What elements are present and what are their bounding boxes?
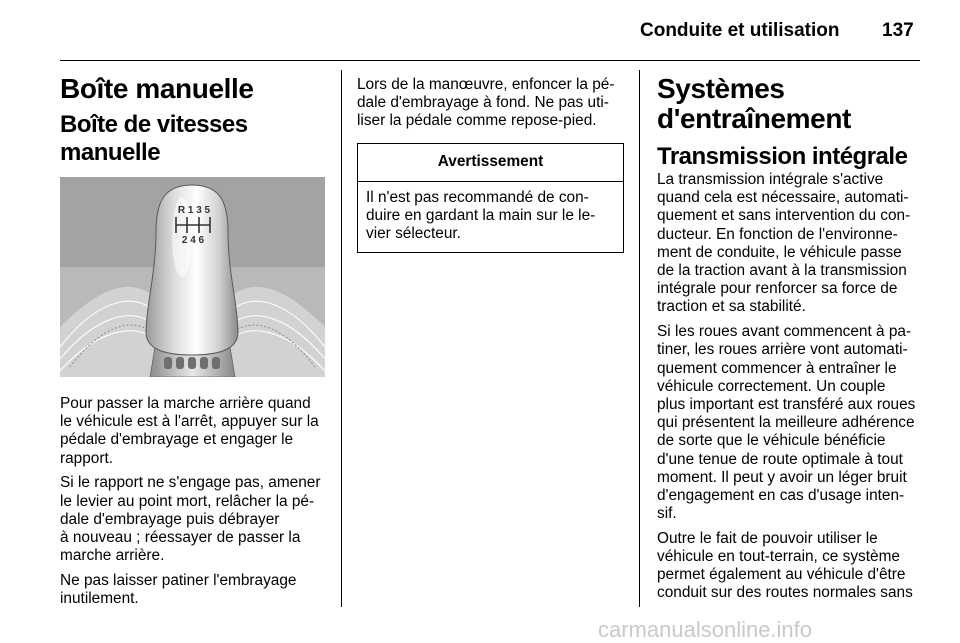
text-line: quand cela est nécessaire, automati-	[657, 189, 909, 207]
text-line: liser la pédale comme repose-pied.	[357, 112, 597, 130]
text-line: sif.	[657, 505, 677, 523]
section-heading	[657, 74, 927, 134]
paragraph	[657, 530, 927, 603]
page-number: 137	[882, 20, 914, 41]
text-line: qui présentent la meilleure adhérence	[657, 414, 915, 432]
text-line: plus important est transféré aux roues	[657, 395, 916, 413]
text-line: de la traction avant à la transmission	[657, 262, 907, 280]
text-line: vier sélecteur.	[366, 225, 461, 243]
text-line: Si les roues avant commencent à pa-	[657, 323, 912, 341]
text-line: Lors de la manœuvre, enfoncer la pé-	[357, 76, 615, 93]
subsection-heading: Transmission intégrale	[657, 143, 908, 170]
paragraph	[357, 76, 627, 131]
text-line: de sorte que le véhicule bénéficie	[657, 432, 886, 450]
text-line: Si le rapport ne s'engage pas, amener	[60, 474, 321, 492]
text-line: Outre le fait de pouvoir utiliser le	[657, 529, 878, 547]
gear-pattern-bottom: 2 4 6	[181, 235, 205, 246]
text-line: d'engagement en cas d'usage inten-	[657, 486, 905, 504]
text-line: Pour passer la marche arrière quand	[60, 395, 311, 412]
header-rule	[60, 60, 920, 61]
gear-shift-illustration	[60, 177, 325, 377]
text-line: La transmission intégrale s'active	[657, 171, 884, 188]
warning-box	[357, 143, 624, 254]
text-line: tiner, les roues arrière vont automati-	[657, 341, 908, 359]
text-line: permet également au véhicule d'être	[657, 566, 906, 584]
warning-title: Avertissement	[358, 144, 623, 182]
text-line: Il n'est pas recommandé de con-	[366, 188, 589, 206]
heading-line: d'entraînement	[657, 103, 851, 134]
paragraph	[60, 572, 330, 608]
text-line: quement et sans intervention du con-	[657, 207, 911, 225]
paragraph	[60, 395, 330, 468]
gear-pattern-top: R 1 3 5	[177, 205, 211, 216]
text-line: marche arrière.	[60, 547, 165, 565]
column-2	[357, 76, 627, 253]
text-line: à nouveau ; réessayer de passer la	[60, 528, 301, 546]
page-header-title: Conduite et utilisation	[640, 20, 840, 41]
text-line: inutilement.	[60, 590, 139, 608]
text-line: quement commencer à entraîner le	[657, 359, 897, 377]
column-rule-right	[639, 70, 640, 607]
text-line: d'une tenue de route optimale à tout	[657, 450, 903, 468]
text-line: moment. Il peut y avoir un léger bruit	[657, 468, 907, 486]
text-line: dale d'embrayage à fond. Ne pas uti-	[357, 94, 609, 112]
heading-line: Systèmes	[657, 73, 785, 104]
paragraph	[657, 323, 927, 523]
text-line: dale d'embrayage puis débrayer	[60, 510, 280, 528]
text-line: véhicule en tout-terrain, ce système	[657, 548, 900, 566]
text-line: véhicule correctement. Un couple	[657, 377, 886, 395]
text-line: rapport.	[60, 449, 114, 467]
text-line: duire en gardant la main sur le le-	[366, 207, 596, 225]
text-line: ducteur. En fonction de l'environne-	[657, 225, 898, 243]
text-line: le véhicule est à l'arrêt, appuyer sur la	[60, 413, 319, 431]
text-line: le levier au point mort, relâcher la pé-	[60, 492, 315, 510]
text-line: traction et sa stabilité.	[657, 298, 806, 316]
section-heading: Boîte manuelle	[60, 73, 254, 104]
text-line: intégrale pour renforcer sa force de	[657, 280, 898, 298]
column-rule-left	[341, 70, 342, 607]
text-line: conduit sur des routes normales sans	[657, 584, 913, 602]
watermark: carmanualsonline.info	[598, 617, 813, 642]
text-line: pédale d'embrayage et engager le	[60, 431, 294, 449]
paragraph	[657, 171, 927, 317]
text-line: ment de conduite, le véhicule passe	[657, 243, 902, 261]
column-3	[657, 72, 927, 609]
column-1	[60, 72, 330, 615]
warning-body	[358, 182, 623, 253]
paragraph	[60, 474, 330, 565]
subsection-heading: Boîte de vitesses manuelle	[60, 111, 248, 166]
text-line: Ne pas laisser patiner l'embrayage	[60, 571, 297, 589]
